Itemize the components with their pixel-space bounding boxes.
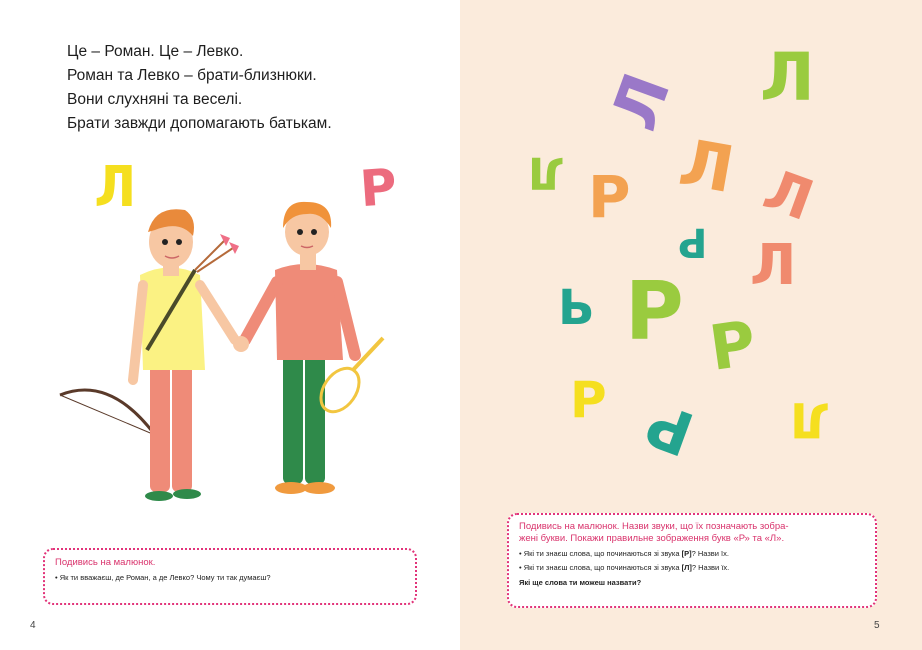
scattered-letter-soft-sign-teal: Ь [558,280,595,336]
scattered-letter-r-yellow: Р [570,371,607,429]
story-line: Це – Роман. Це – Левко. [67,43,244,60]
scattered-letter-l-green: Л [760,39,815,116]
scattered-letter-r-orange: Р [588,163,631,231]
story-line: Брати завжди допомагають батькам. [67,115,332,132]
task-title: Подивись на малюнок. [55,557,156,568]
scattered-letter-l-salmon-2: Л [750,233,797,298]
letter-r-pink: Р [358,157,399,219]
left-page [0,0,460,650]
boy-right [233,202,383,494]
task-final-question: Які ще слова ти можеш назвати? [519,578,642,587]
task-item-l: • Які ти знаєш слова, що починаються зі звука [Л]? Назви їх. [519,563,730,572]
right-page [460,0,922,650]
story-line: Вони слухняні та веселі. [67,91,243,108]
scattered-letter-l-yellow: Л [790,391,830,447]
scattered-letter-r-teal-small: Р [678,219,708,265]
boy-left [60,209,239,501]
scattered-letter-l-purple: Л [597,64,686,140]
task-box-right [507,513,877,608]
task-title-line2: жені букви. Покажи правильне зображення букв «Р» та «Л». [519,533,785,544]
scattered-letter-r-teal: Р [637,387,703,469]
scattered-letter-r-green-large: Р [625,265,684,358]
task-title-line1: Подивись на малюнок. Назви звуки, що їх позначають зобра- [519,521,789,532]
task-question: • Як ти вважаєш, де Роман, а де Левко? Чому ти так думаєш? [55,573,271,582]
scattered-letter-l-green-small: Л [528,147,565,198]
task-item-r: • Які ти знаєш слова, що починаються зі звука [Р]? Назви їх. [519,549,729,558]
page-number-left: 4 [30,620,36,631]
page-number-right: 5 [874,620,880,631]
letter-l-yellow: Л [94,155,137,220]
story-line: Роман та Левко – брати-близнюки. [67,67,317,84]
brothers-illustration [55,190,395,510]
scattered-letter-l-orange: Л [673,125,740,209]
story-text [67,40,332,136]
scattered-letter-r-green: Р [705,306,761,385]
task-box-left [43,548,417,605]
scattered-letter-l-salmon: Л [755,157,822,235]
